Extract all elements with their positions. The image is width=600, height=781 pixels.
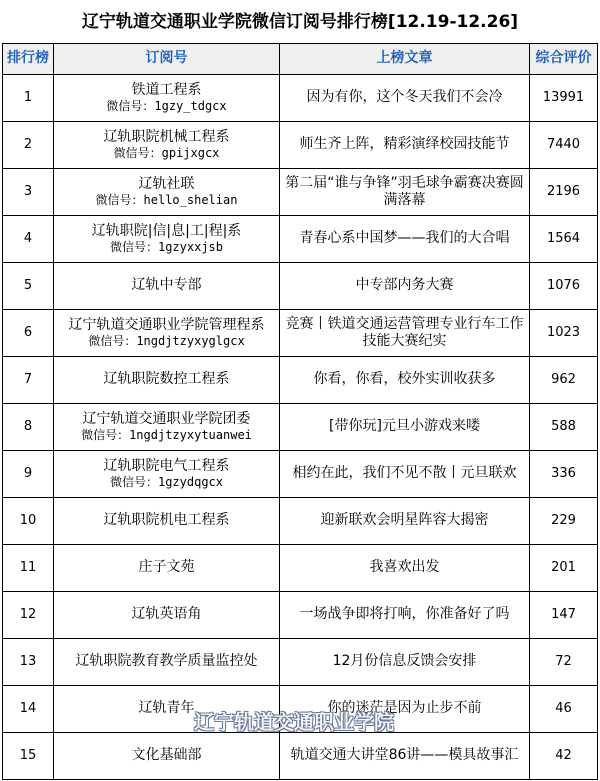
- score-value: 147: [551, 606, 576, 622]
- article-title: 相约在此，我们不见不散丨元旦联欢: [292, 465, 517, 482]
- score-value: 336: [551, 465, 576, 481]
- article-title: 青春心系中国梦——我们的大合唱: [299, 230, 510, 247]
- score-cell: [530, 263, 598, 310]
- account-cell: [54, 357, 280, 404]
- rank-number: 15: [19, 747, 37, 763]
- account-name: 辽轨职院机电工程系: [103, 512, 230, 529]
- rank-number: 6: [23, 324, 33, 340]
- rank-cell: [3, 404, 54, 451]
- account-cell: [54, 310, 280, 357]
- rank-number: 9: [23, 465, 33, 481]
- rank-number: 12: [19, 606, 37, 622]
- account-cell: [54, 169, 280, 216]
- score-cell: [530, 498, 598, 545]
- rank-number: 2: [23, 136, 33, 152]
- table-row: [3, 733, 598, 780]
- table-row: [3, 686, 598, 733]
- score-cell: [530, 639, 598, 686]
- account-name: 辽轨职院|信|息|工|程|系: [91, 222, 242, 239]
- account-cell: [54, 404, 280, 451]
- score-cell: [530, 75, 598, 122]
- rank-cell: [3, 75, 54, 122]
- rank-number: 1: [23, 89, 33, 105]
- score-cell: [530, 122, 598, 169]
- account-cell: [54, 686, 280, 733]
- table-row: [3, 263, 598, 310]
- rank-cell: [3, 592, 54, 639]
- table-row: [3, 75, 598, 122]
- article-title: 竞赛丨铁道交通运营管理专业行车工作技能大赛纪实: [285, 315, 524, 349]
- account-name: 辽轨职院电气工程系: [103, 457, 230, 474]
- rank-number: 14: [19, 700, 37, 716]
- account-name: 铁道工程系: [131, 81, 202, 98]
- account-name: 文化基础部: [131, 747, 202, 764]
- table-header-row: [3, 44, 598, 75]
- rank-cell: [3, 498, 54, 545]
- article-cell: [280, 451, 530, 498]
- rank-cell: [3, 122, 54, 169]
- table-row: [3, 169, 598, 216]
- article-title: 因为有你，这个冬天我们不会冷: [306, 89, 503, 106]
- page-title: 辽宁轨道交通职业学院微信订阅号排行榜[12.19-12.26]: [81, 12, 519, 32]
- score-value: 588: [551, 418, 576, 434]
- account-name: 庄子文苑: [138, 559, 195, 576]
- article-title: [带你玩]元旦小游戏来喽: [329, 418, 480, 435]
- table-row: [3, 639, 598, 686]
- account-cell: [54, 451, 280, 498]
- rank-number: 5: [23, 277, 33, 293]
- article-cell: [280, 686, 530, 733]
- score-cell: [530, 592, 598, 639]
- rank-cell: [3, 686, 54, 733]
- table-row: [3, 357, 598, 404]
- article-title: 第二届“谁与争锋”羽毛球争霸赛决赛圆满落幕: [285, 174, 524, 208]
- account-cell: [54, 263, 280, 310]
- account-cell: [54, 216, 280, 263]
- rank-number: 7: [23, 371, 33, 387]
- account-cell: [54, 639, 280, 686]
- rank-cell: [3, 639, 54, 686]
- account-cell: [54, 498, 280, 545]
- table-row: [3, 310, 598, 357]
- article-cell: [280, 545, 530, 592]
- article-title: 轨道交通大讲堂86讲——模具故事汇: [290, 747, 519, 764]
- account-cell: [54, 592, 280, 639]
- rank-cell: [3, 310, 54, 357]
- table-row: [3, 122, 598, 169]
- article-cell: [280, 310, 530, 357]
- wechat-id: 微信号：hello_shelian: [95, 193, 238, 208]
- article-title: 迎新联欢会明星阵容大揭密: [320, 512, 489, 529]
- wechat-id: 微信号：1ngdjtzyxytuanwei: [81, 428, 252, 443]
- article-cell: [280, 639, 530, 686]
- table-row: [3, 498, 598, 545]
- account-name: 辽轨英语角: [131, 606, 202, 623]
- score-cell: [530, 310, 598, 357]
- wechat-id: 微信号：gpijxgcx: [113, 146, 220, 161]
- score-value: 42: [555, 747, 572, 763]
- article-cell: [280, 592, 530, 639]
- account-name: 辽轨青年: [138, 700, 195, 717]
- score-value: 72: [555, 653, 572, 669]
- article-cell: [280, 122, 530, 169]
- header-rank: 排行榜: [3, 44, 54, 75]
- rank-number: 10: [19, 512, 37, 528]
- table-row: [3, 592, 598, 639]
- article-title: 你的迷茫是因为止步不前: [327, 700, 482, 717]
- score-value: 2196: [546, 183, 581, 199]
- article-cell: [280, 169, 530, 216]
- score-value: 201: [551, 559, 576, 575]
- wechat-id: 微信号：1gzydqgcx: [109, 475, 224, 490]
- score-value: 1076: [546, 277, 581, 293]
- rank-number: 4: [23, 230, 33, 246]
- score-value: 229: [551, 512, 576, 528]
- account-name: 辽宁轨道交通职业学院团委: [82, 410, 251, 427]
- rank-number: 3: [23, 183, 33, 199]
- rank-cell: [3, 357, 54, 404]
- score-value: 1023: [546, 324, 581, 340]
- article-cell: [280, 498, 530, 545]
- article-title: 你看，你看，校外实训收获多: [313, 371, 496, 388]
- table-row: [3, 545, 598, 592]
- article-title: 12月份信息反馈会安排: [332, 653, 477, 670]
- article-cell: [280, 404, 530, 451]
- score-value: 7440: [546, 136, 581, 152]
- article-title: 一场战争即将打响，你准备好了吗: [299, 606, 510, 623]
- score-cell: [530, 733, 598, 780]
- rank-cell: [3, 451, 54, 498]
- header-account: 订阅号: [54, 44, 280, 75]
- account-name: 辽轨职院教育教学质量监控处: [75, 653, 258, 670]
- article-title: 师生齐上阵，精彩演绎校园技能节: [299, 136, 510, 153]
- header-article: 上榜文章: [280, 44, 530, 75]
- score-cell: [530, 357, 598, 404]
- rank-number: 8: [23, 418, 33, 434]
- account-name: 辽轨中专部: [131, 277, 202, 294]
- score-cell: [530, 686, 598, 733]
- score-cell: [530, 404, 598, 451]
- rank-cell: [3, 216, 54, 263]
- rank-cell: [3, 263, 54, 310]
- article-cell: [280, 75, 530, 122]
- score-cell: [530, 216, 598, 263]
- score-cell: [530, 169, 598, 216]
- score-value: 13991: [542, 89, 585, 105]
- account-cell: [54, 733, 280, 780]
- rank-cell: [3, 169, 54, 216]
- rank-cell: [3, 545, 54, 592]
- score-value: 962: [551, 371, 576, 387]
- wechat-id: 微信号：1ngdjtzyxyglgcx: [88, 334, 245, 349]
- account-name: 辽轨社联: [138, 175, 195, 192]
- score-cell: [530, 545, 598, 592]
- ranking-table: [2, 43, 598, 780]
- score-value: 46: [555, 700, 572, 716]
- account-cell: [54, 545, 280, 592]
- score-cell: [530, 451, 598, 498]
- table-row: [3, 216, 598, 263]
- watermark: 辽宁轨道交通职业学院: [194, 710, 394, 734]
- account-name: 辽轨职院数控工程系: [103, 371, 230, 388]
- article-cell: [280, 263, 530, 310]
- rank-cell: [3, 733, 54, 780]
- table-row: [3, 451, 598, 498]
- article-cell: [280, 216, 530, 263]
- score-value: 1564: [546, 230, 581, 246]
- table-body: [3, 75, 598, 780]
- wechat-id: 微信号：1gzyxxjsb: [109, 240, 224, 255]
- account-name: 辽轨职院机械工程系: [103, 128, 230, 145]
- rank-number: 13: [19, 653, 37, 669]
- table-row: [3, 404, 598, 451]
- wechat-id: 微信号：1gzy_tdgcx: [106, 99, 227, 114]
- header-score: 综合评价: [530, 44, 598, 75]
- article-title: 我喜欢出发: [369, 559, 440, 576]
- article-cell: [280, 357, 530, 404]
- account-cell: [54, 75, 280, 122]
- article-cell: [280, 733, 530, 780]
- rank-number: 11: [19, 559, 37, 575]
- article-title: 中专部内务大赛: [355, 277, 454, 294]
- account-cell: [54, 122, 280, 169]
- account-name: 辽宁轨道交通职业学院管理程系: [68, 316, 265, 333]
